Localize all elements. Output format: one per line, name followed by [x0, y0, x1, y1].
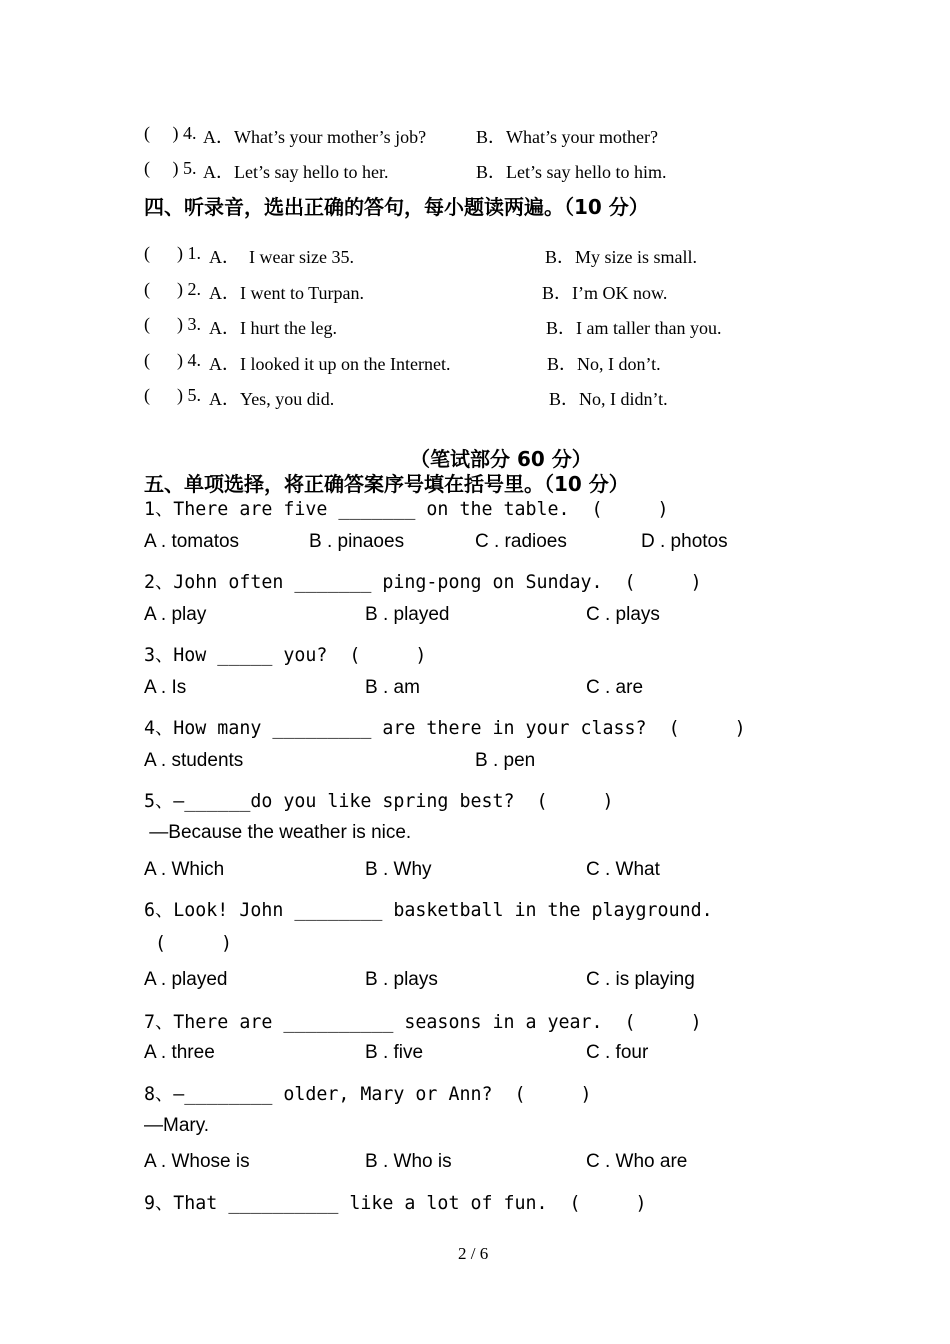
choice-a: A . Is	[144, 677, 187, 698]
question-paren: ( ) 5.	[144, 385, 201, 405]
written-part-title: （笔试部分 60 分）	[410, 447, 592, 471]
option-b: B．My size is small.	[545, 247, 697, 267]
answer-line: —Because the weather is nice.	[144, 822, 412, 843]
answer-line: —Mary.	[144, 1115, 210, 1136]
choice-a: A . Which	[144, 859, 225, 880]
option-b: B．No, I don’t.	[547, 354, 661, 374]
question-text: 4、How many _________ are there in your class? ( )	[144, 718, 746, 739]
question-text: 3、How _____ you? ( )	[144, 645, 427, 666]
option-b: B．I’m OK now.	[542, 283, 668, 303]
choice-d: D . photos	[641, 531, 728, 552]
choice-c: C . are	[586, 677, 644, 698]
choice-c: C . What	[586, 859, 660, 880]
question-paren: ( )	[144, 933, 233, 954]
question-paren: ( ) 2.	[144, 279, 201, 299]
choice-a: A . play	[144, 604, 207, 625]
question-paren: ( ) 4.	[144, 350, 201, 370]
option-a: A．Let’s say hello to her.	[203, 162, 389, 182]
section-4-heading: 四、听录音，选出正确的答句，每小题读两遍。（10 分）	[144, 195, 649, 219]
option-b: B．I am taller than you.	[546, 318, 722, 338]
option-b: B．What’s your mother?	[476, 127, 658, 147]
option-a: A．I went to Turpan.	[209, 283, 365, 303]
option-b: B．Let’s say hello to him.	[476, 162, 667, 182]
choice-c: C . four	[586, 1042, 649, 1063]
choice-c: C . radioes	[475, 531, 567, 552]
option-b: B．No, I didn’t.	[549, 389, 668, 409]
choice-b: B . five	[365, 1042, 424, 1063]
page-number: 2 / 6	[458, 1244, 489, 1263]
question-text: 5、—______do you like spring best? ( )	[144, 791, 614, 812]
question-text: 7、There are __________ seasons in a year. ( )	[144, 1012, 702, 1033]
question-paren: ( ) 4.	[144, 123, 197, 143]
choice-c: C . plays	[586, 604, 660, 625]
option-a: A．Yes, you did.	[209, 389, 335, 409]
question-text: 8、—________ older, Mary or Ann? ( )	[144, 1084, 592, 1105]
choice-b: B . plays	[365, 969, 438, 990]
option-a: A．I looked it up on the Internet.	[209, 354, 451, 374]
question-text: 9、That __________ like a lot of fun. ( )	[144, 1193, 647, 1214]
choice-a: A . Whose is	[144, 1151, 250, 1172]
question-paren: ( ) 1.	[144, 243, 201, 263]
option-a: A． I wear size 35.	[209, 247, 354, 267]
choice-b: B . pen	[475, 750, 536, 771]
question-paren: ( ) 5.	[144, 158, 197, 178]
choice-b: B . Why	[365, 859, 432, 880]
option-a: A．What’s your mother’s job?	[203, 127, 427, 147]
question-text: 1、There are five _______ on the table. ( )	[144, 499, 669, 520]
choice-a: A . tomatos	[144, 531, 240, 552]
choice-b: B . played	[365, 604, 450, 625]
option-a: A．I hurt the leg.	[209, 318, 337, 338]
question-text: 6、Look! John ________ basketball in the playground.	[144, 900, 713, 921]
choice-a: A . students	[144, 750, 244, 771]
question-paren: ( ) 3.	[144, 314, 201, 334]
choice-c: C . Who are	[586, 1151, 688, 1172]
choice-b: B . pinaoes	[309, 531, 405, 552]
section-5-heading: 五、单项选择，将正确答案序号填在括号里。（10 分）	[144, 472, 629, 496]
choice-b: B . Who is	[365, 1151, 452, 1172]
choice-c: C . is playing	[586, 969, 695, 990]
question-text: 2、John often _______ ping-pong on Sunday. ( )	[144, 572, 702, 593]
choice-a: A . three	[144, 1042, 215, 1063]
choice-a: A . played	[144, 969, 228, 990]
choice-b: B . am	[365, 677, 420, 698]
